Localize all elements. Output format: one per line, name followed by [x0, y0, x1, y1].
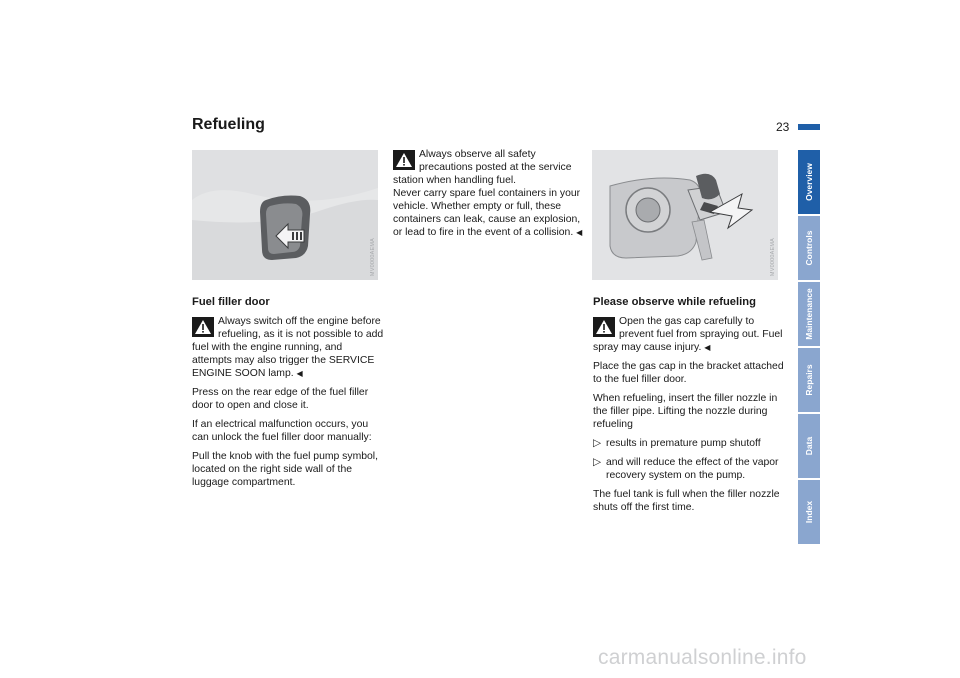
- warning-text: Open the gas cap carefully to prevent fuel from spraying out. Fuel spray may cause injury.: [593, 316, 783, 353]
- list-item: [593, 456, 785, 482]
- tab-controls[interactable]: [798, 216, 820, 280]
- list-item: [593, 437, 785, 450]
- paragraph: Never carry spare fuel containers in your vehicle. Whether empty or full, these containers can leak, cause an explosion, or lead to fire in the event of a collision.: [393, 188, 581, 238]
- tab-repairs[interactable]: [798, 348, 820, 412]
- tab-label: Overview: [804, 163, 814, 201]
- page-title: Refueling: [192, 116, 265, 133]
- accent-bar: [798, 124, 820, 130]
- tab-index[interactable]: [798, 480, 820, 544]
- fuel-filler-door-illustration: [192, 150, 378, 280]
- bullet-icon: ▷: [593, 457, 601, 468]
- warning-icon: [593, 317, 615, 337]
- paragraph: Press on the rear edge of the fuel filler door to open and close it.: [192, 387, 369, 411]
- paragraph: When refueling, insert the filler nozzle in the filler pipe. Lifting the nozzle during refueling: [593, 393, 778, 430]
- paragraph: The fuel tank is full when the filler nozzle shuts off the first time.: [593, 489, 780, 513]
- warning-icon: [393, 150, 415, 170]
- tab-label: Maintenance: [804, 288, 814, 340]
- image-reference-code: MV0000AEMA: [370, 237, 376, 276]
- image-reference-code: MV0000AEMA: [770, 237, 776, 276]
- warning-text: Always switch off the engine before refueling, as it is not possible to add fuel with the engine running, and attempts may also trigger the SERVICE ENGINE SOON lamp.: [192, 316, 384, 379]
- paragraph: Place the gas cap in the bracket attached to the fuel filler door.: [593, 361, 784, 385]
- warning-note: [192, 315, 384, 380]
- end-mark: ◀: [576, 228, 583, 237]
- list-item-text: results in premature pump shutoff: [606, 438, 761, 449]
- warning-note: [593, 315, 785, 354]
- paragraph: If an electrical malfunction occurs, you can unlock the fuel filler door manually:: [192, 419, 372, 443]
- warning-note: [393, 148, 585, 187]
- bullet-icon: ▷: [593, 438, 601, 449]
- tab-maintenance[interactable]: [798, 282, 820, 346]
- tab-data[interactable]: [798, 414, 820, 478]
- section-heading: Fuel filler door: [192, 296, 270, 308]
- section-heading: Please observe while refueling: [593, 296, 756, 308]
- paragraph: Pull the knob with the fuel pump symbol, located on the right side wall of the luggage compartment.: [192, 451, 378, 488]
- page-number: 23: [776, 120, 790, 134]
- tab-label: Index: [804, 500, 814, 524]
- section-tabs: [798, 150, 820, 546]
- warning-icon: [192, 317, 214, 337]
- refueling-observe-section: [593, 296, 785, 520]
- safety-section: [393, 148, 585, 245]
- end-mark: ◀: [704, 343, 711, 352]
- list-item-text: and will reduce the effect of the vapor recovery system on the pump.: [606, 457, 779, 481]
- watermark: carmanualsonline.info: [598, 646, 807, 669]
- tab-label: Repairs: [804, 364, 814, 396]
- warning-text: Always observe all safety precautions posted at the service station when handling fuel.: [393, 149, 572, 186]
- end-mark: ◀: [296, 369, 303, 378]
- filler-cap-illustration: [592, 150, 778, 280]
- tab-overview[interactable]: [798, 150, 820, 214]
- tab-label: Controls: [804, 230, 814, 266]
- fuel-filler-door-section: [192, 296, 384, 495]
- tab-label: Data: [804, 436, 814, 456]
